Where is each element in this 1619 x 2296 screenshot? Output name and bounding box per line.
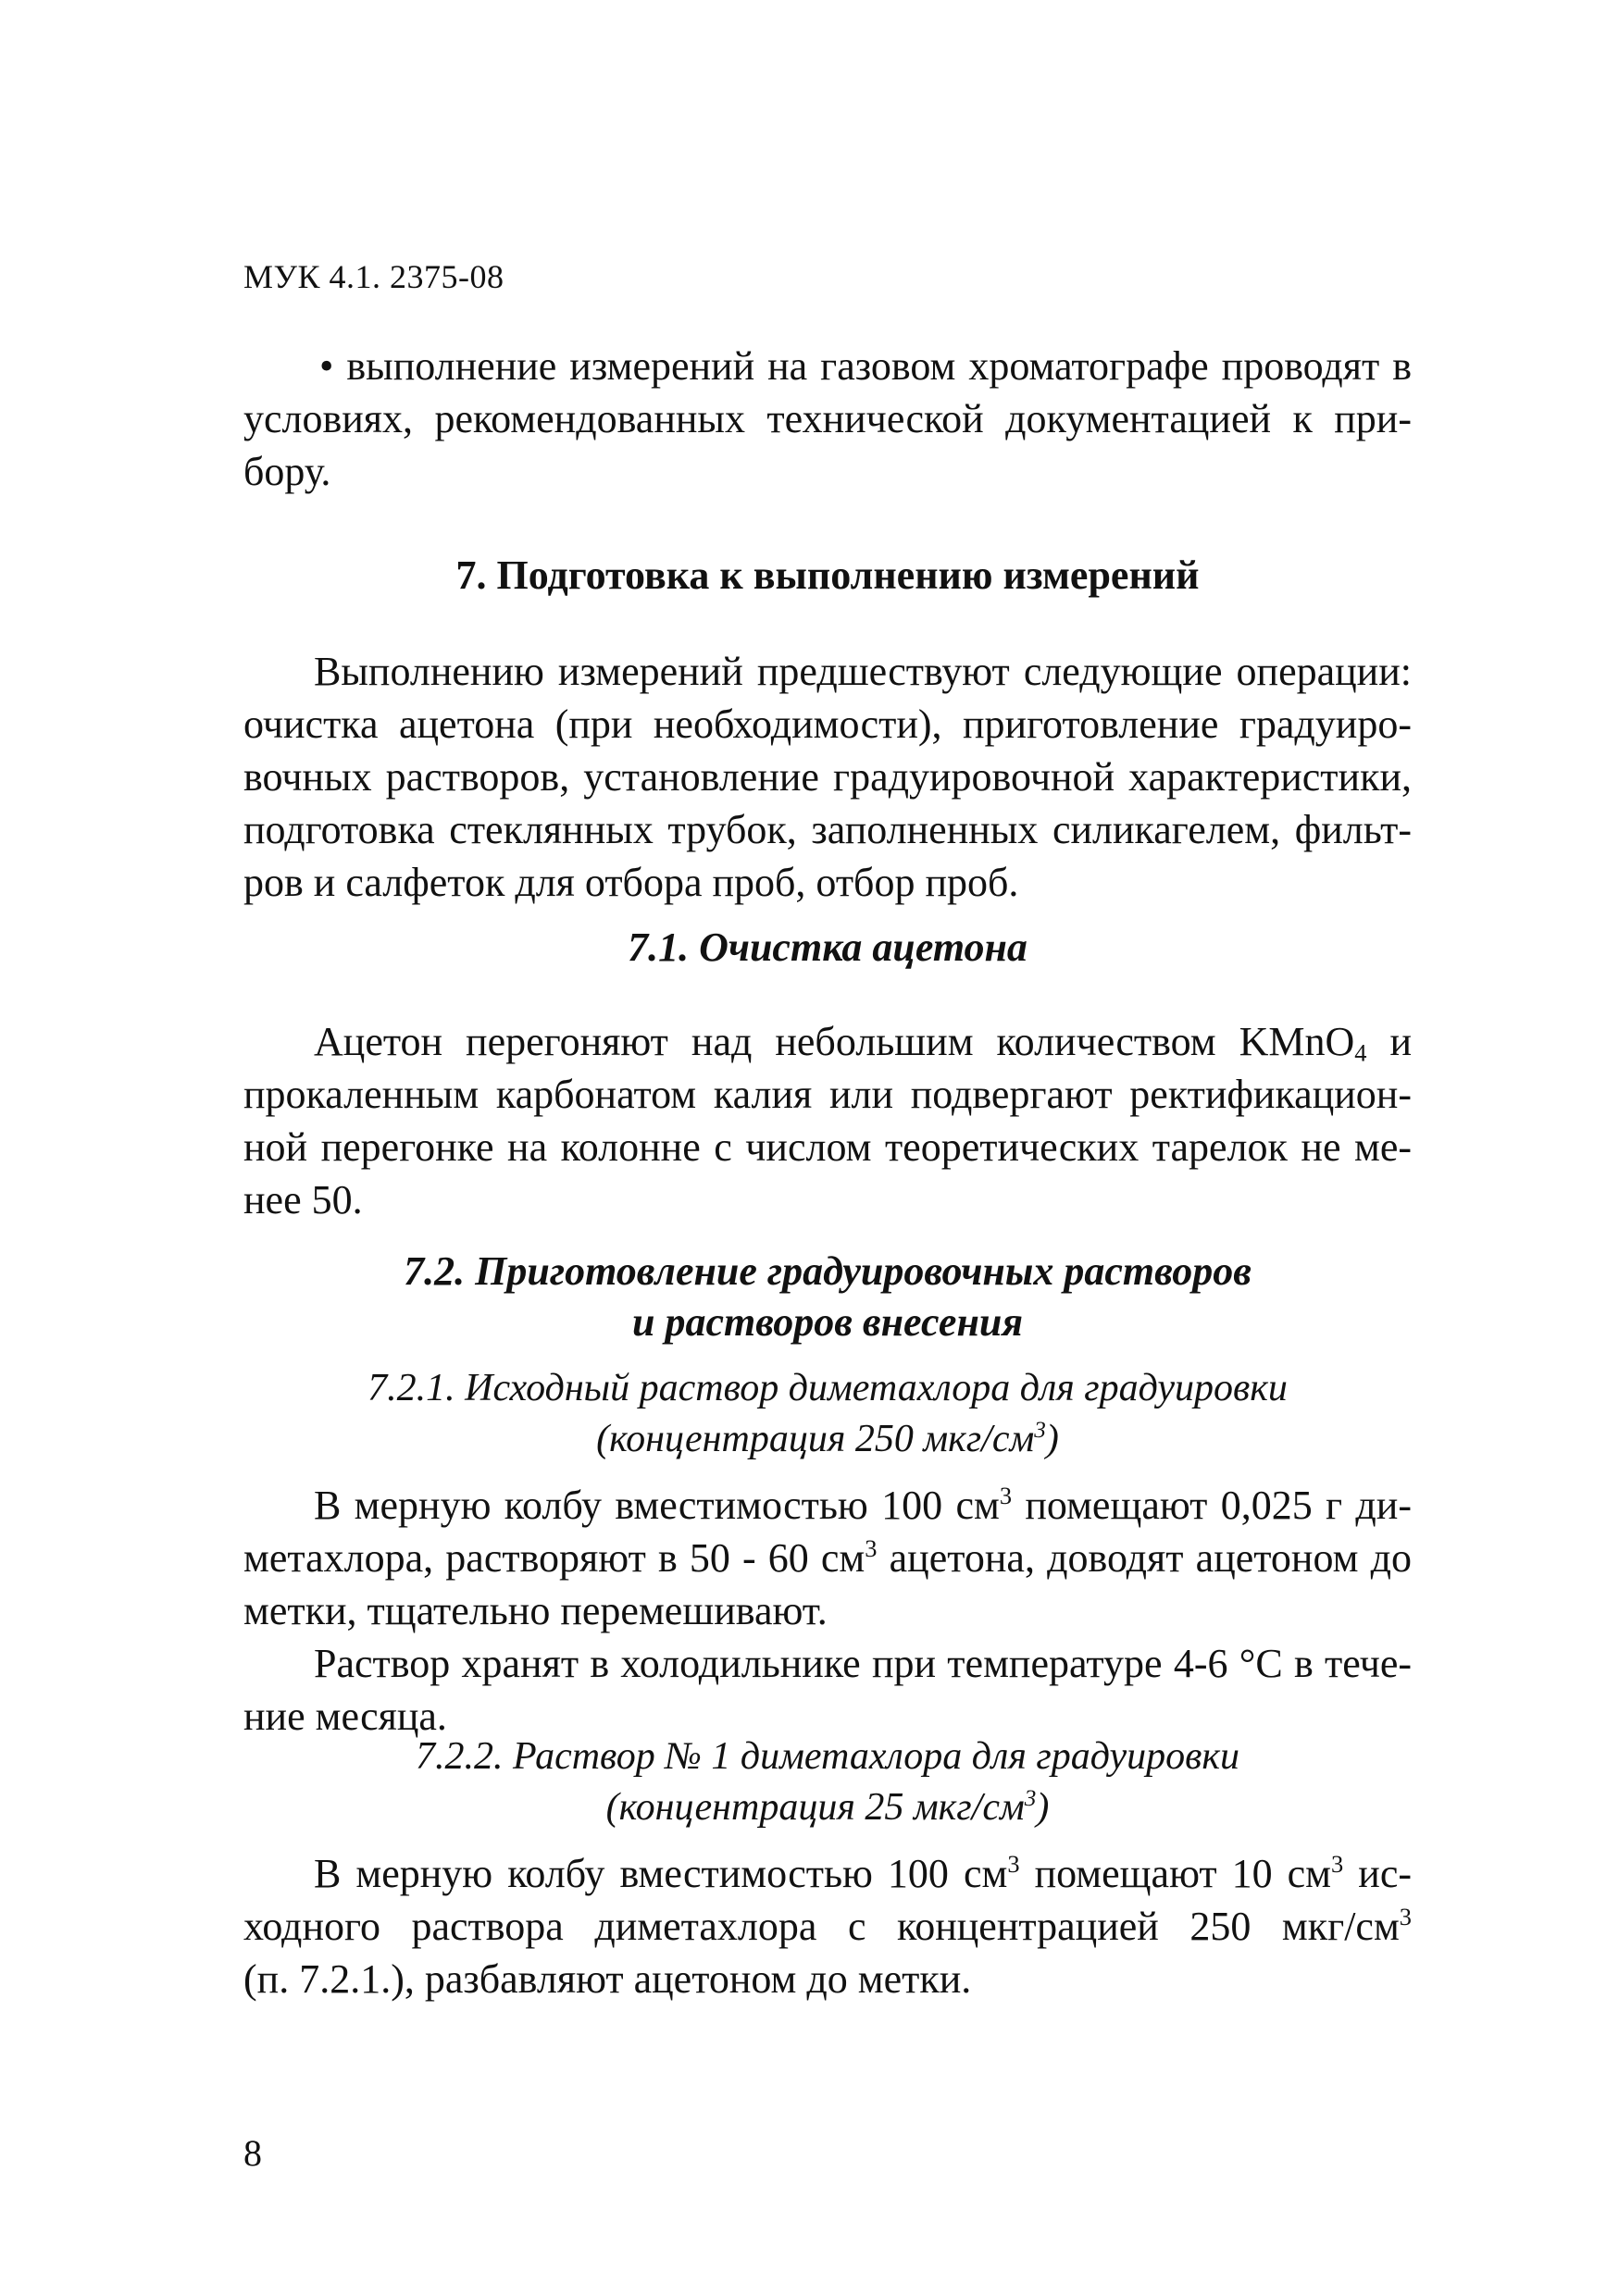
section-7-1-title: 7.1. Очистка ацетона <box>628 925 1027 970</box>
text-line: очистка ацетона (при необходимости), приготовление градуиро- <box>243 701 1412 747</box>
text-line: прокаленным карбонатом калия или подвергают ректификацион- <box>243 1072 1412 1117</box>
section-7-2-2-title <box>243 1731 1412 1833</box>
bullet-line-3: бору. <box>243 449 331 494</box>
title-line: 7.2.2. Раствор № 1 диметахлора для градуировки <box>416 1735 1239 1778</box>
document-code: МУК 4.1. 2375-08 <box>243 258 504 295</box>
text-line: В мерную колбу вместимостью 100 $см^3$ помещают 0,025 г ди- <box>314 1482 1412 1528</box>
text-line: Раствор хранят в холодильнике при температуре 4-6 °С в тече- <box>314 1641 1412 1686</box>
bullet-line-1: • выполнение измерений на газовом хроматографе проводят в <box>319 343 1412 389</box>
title-line: 7.2.1. Исходный раствор диметахлора для градуировки <box>367 1367 1288 1409</box>
bullet-line-2: условиях, рекомендованных технической документацией к при- <box>243 396 1412 441</box>
text-line: (п. 7.2.1.), разбавляют ацетоном до метки. <box>243 1956 972 2002</box>
text-line: ной перегонке на колонне с числом теоретических тарелок не ме- <box>243 1124 1412 1170</box>
section-7-title: 7. Подготовка к выполнению измерений <box>455 552 1200 598</box>
text-line: вочных растворов, установление градуировочной характеристики, <box>243 754 1412 800</box>
title-line: 7.2. Приготовление градуировочных растворов <box>404 1248 1252 1294</box>
section-7-paragraph <box>243 645 1412 909</box>
section-7-2-1-title <box>243 1363 1412 1465</box>
section-7-1-paragraph <box>243 1015 1412 1226</box>
text-line: метахлора, растворяют в 50 - 60 $см^3$ ацетона, доводят ацетоном до <box>243 1534 1412 1581</box>
text-line: ние месяца. <box>243 1694 447 1739</box>
section-7-2-title <box>243 1246 1412 1347</box>
title-line: и растворов внесения <box>631 1299 1024 1345</box>
section-7-2-2-paragraph <box>243 1847 1412 2005</box>
text-line: Выполнению измерений предшествуют следующие операции: <box>314 649 1412 694</box>
text-line: нее 50. <box>243 1177 363 1222</box>
text-line: В мерную колбу вместимостью 100 $см^3$ помещают 10 $см^3$ ис- <box>314 1850 1412 1896</box>
text-line: ров и салфеток для отбора проб, отбор проб. <box>243 860 1019 905</box>
bullet-paragraph <box>243 340 1412 498</box>
text-line: метки, тщательно перемешивают. <box>243 1588 828 1633</box>
title-line: (концентрация 25 мкг/$см^3$) <box>605 1785 1050 1829</box>
text-line: подготовка стеклянных трубок, заполненных силикагелем, фильт- <box>243 807 1412 852</box>
text-line: Ацетон перегоняют над небольшим количеством KMnO$_4$ и <box>314 1019 1413 1067</box>
title-line: (концентрация 250 мкг/$см^3$) <box>596 1417 1059 1460</box>
section-7-2-1-paragraph <box>243 1479 1412 1743</box>
page-number: 8 <box>243 2132 262 2174</box>
bullet-marker: • <box>319 343 334 389</box>
text-line: ходного раствора диметахлора с концентрацией 250 мкг/$см^3$ <box>243 1903 1412 1949</box>
